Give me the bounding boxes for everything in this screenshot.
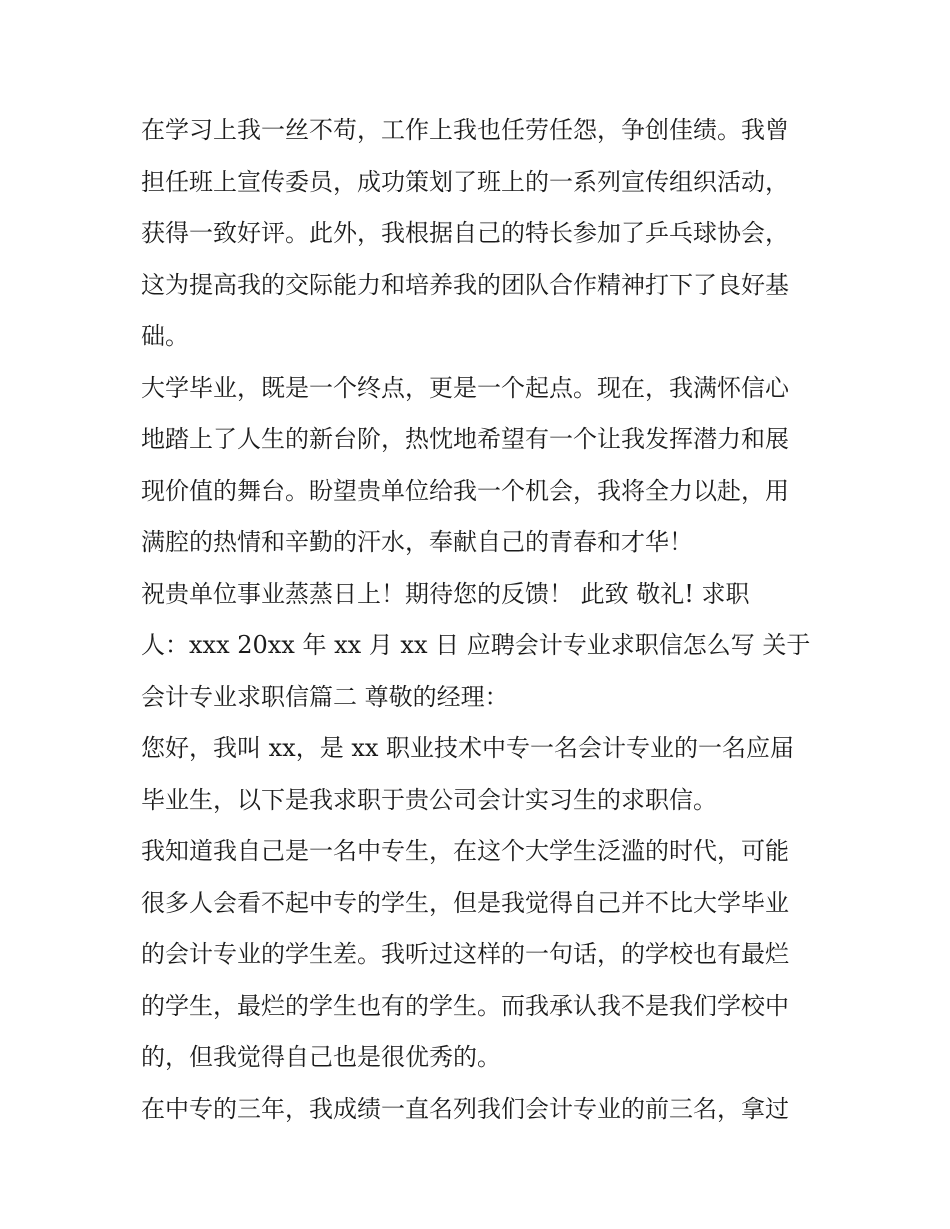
body-text xyxy=(141,108,821,1138)
text-line: 地踏上了人生的新台阶，热忱地希望有一个让我发挥潜力和展 xyxy=(141,425,789,453)
text-line: 在中专的三年，我成绩一直名列我们会计专业的前三名，拿过 xyxy=(141,1094,789,1123)
text-line: 您好，我叫 xx，是 xx 职业技术中专一名会计专业的一名应届 xyxy=(141,734,795,762)
text-line: 的学生，最烂的学生也有的学生。而我承认我不是我们学校中 xyxy=(141,991,789,1020)
text-line: 担任班上宣传委员，成功策划了班上的一系列宣传组织活动， xyxy=(141,167,789,196)
text-line: 现价值的舞台。盼望贵单位给我一个机会，我将全力以赴，用 xyxy=(141,476,789,505)
text-line: 毕业生，以下是我求职于贵公司会计实习生的求职信。 xyxy=(141,785,717,814)
text-line: 满腔的热情和辛勤的汗水，奉献自己的青春和才华！ xyxy=(141,528,693,556)
text-line: 很多人会看不起中专的学生，但是我觉得自己并不比大学毕业 xyxy=(141,888,789,917)
text-line: 这为提高我的交际能力和培养我的团队合作精神打下了良好基 xyxy=(141,270,789,299)
text-line: 我知道我自己是一名中专生，在这个大学生泛滥的时代，可能 xyxy=(141,837,789,865)
text-line: 会计专业求职信篇二 尊敬的经理： xyxy=(141,682,509,711)
text-line: 的会计专业的学生差。我听过这样的一句话，的学校也有最烂 xyxy=(141,940,789,968)
text-line: 祝贵单位事业蒸蒸日上！期待您的反馈！ 此致 敬礼! 求职 xyxy=(141,579,750,608)
text-line: 人：xxx 20xx 年 xx 月 xx 日 应聘会计专业求职信怎么写 关于 xyxy=(141,631,811,659)
text-line: 获得一致好评。此外，我根据自己的特长参加了乒乓球协会， xyxy=(141,219,789,247)
text-line: 础。 xyxy=(141,322,189,350)
text-line: 大学毕业，既是一个终点，更是一个起点。现在，我满怀信心 xyxy=(141,373,789,402)
text-line: 在学习上我一丝不苟，工作上我也任劳任怨，争创佳绩。我曾 xyxy=(141,116,789,144)
text-line: 的，但我觉得自己也是很优秀的。 xyxy=(141,1043,501,1071)
